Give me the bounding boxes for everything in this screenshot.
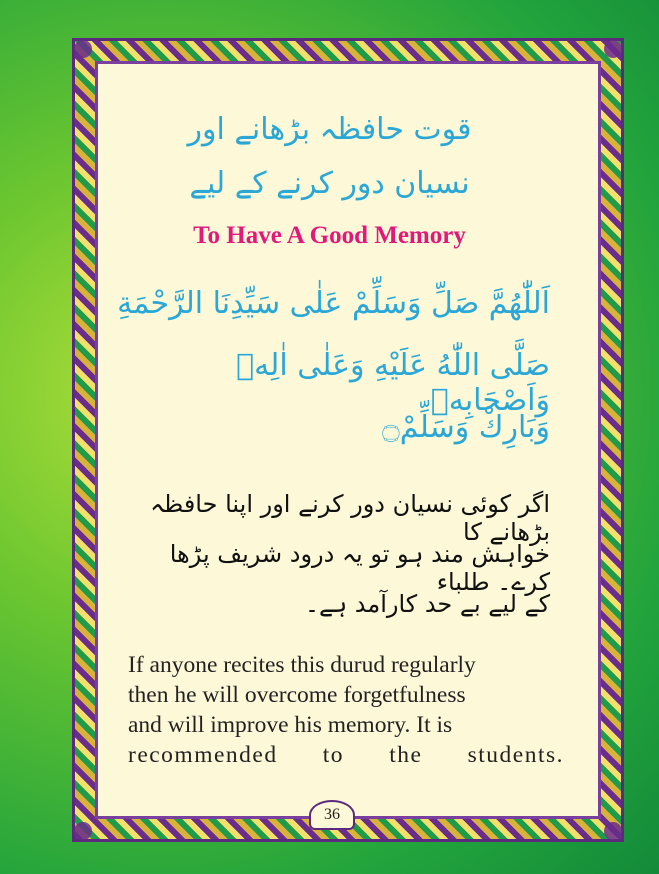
urdu-title-line-1: قوت حافظہ بڑھانے اور xyxy=(187,112,472,147)
page-number: 36 xyxy=(309,800,355,830)
arabic-durood-line-1: اَللّٰهُمَّ صَلِّ وَسَلِّمْ عَلٰى سَيِّدِنَا الرَّحْمَةِ xyxy=(117,286,550,321)
urdu-body-line-1: اگر کوئی نسیان دور کرنے اور اپنا حافظہ بڑھانے کا xyxy=(150,490,550,546)
english-body xyxy=(128,650,564,770)
arabic-durood-line-3: وَبَارِكْ وَسَلِّمْ۝ xyxy=(382,410,550,445)
english-body-line-2: then he will overcome forgetfulness xyxy=(128,682,466,708)
urdu-body-line-2: خواہش مند ہو تو یہ درود شریف پڑھا کرے۔ طلباء xyxy=(169,540,550,596)
english-body-line-4: recommended to the students. xyxy=(128,742,564,768)
english-body-line-3: and will improve his memory. It is xyxy=(128,712,453,738)
urdu-title-line-2: نسیان دور کرنے کے لیے xyxy=(189,166,470,201)
english-body-line-1: If anyone recites this durud regularly xyxy=(128,652,476,678)
arabic-durood-line-2: صَلَّى اللّٰهُ عَلَيْهِ وَعَلٰى اٰلِهٖ وَاَصْحَابِهٖ xyxy=(236,348,550,418)
english-title: To Have A Good Memory xyxy=(193,222,466,249)
urdu-body-line-3: کے لیے بے حد کارآمد ہے۔ xyxy=(304,590,550,618)
